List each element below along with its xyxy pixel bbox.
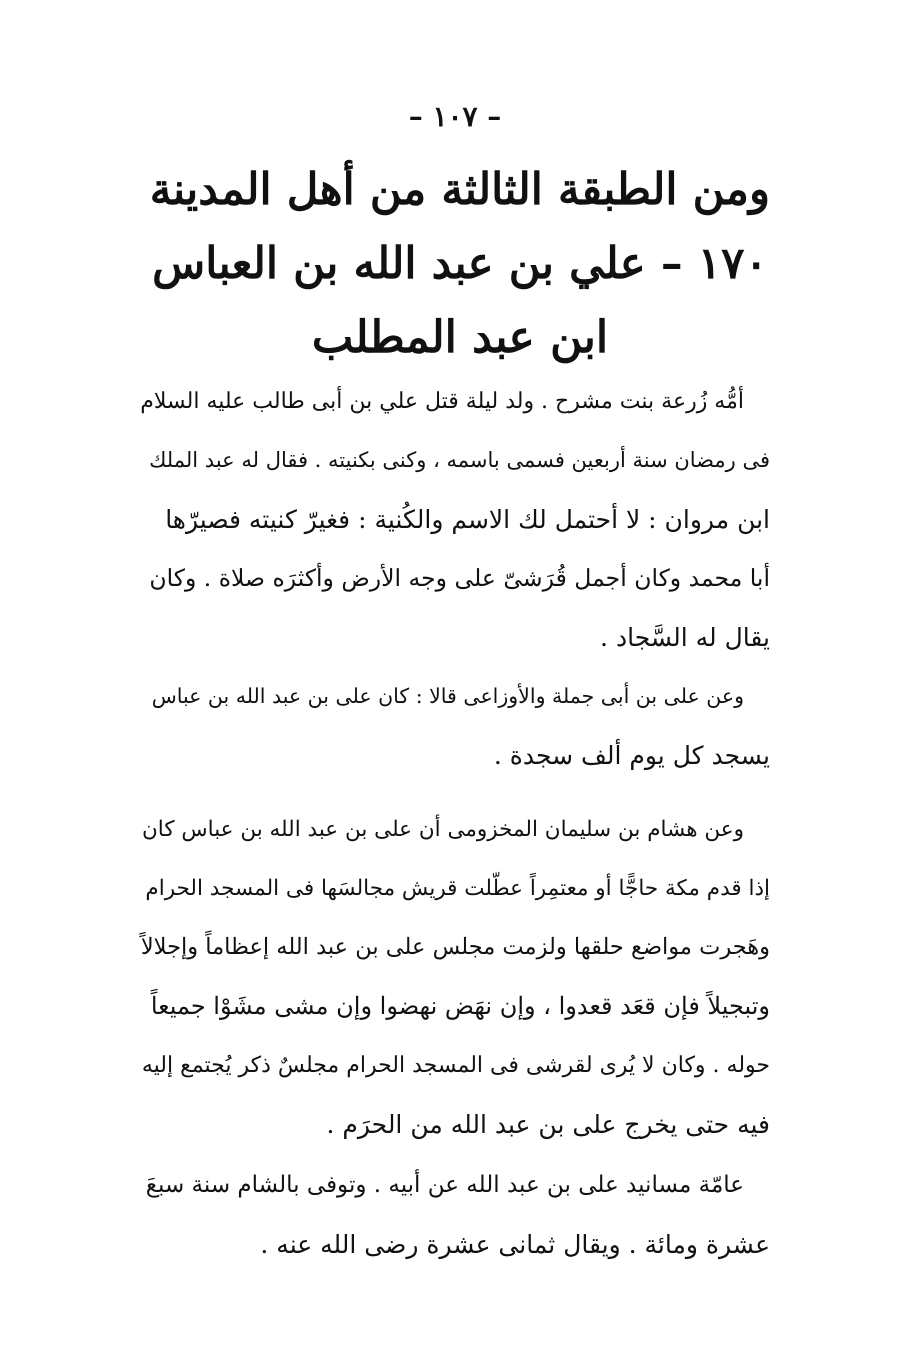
text-line: ابن مروان : لا أحتمل لك الاسم والكُنية : فغيرّ كنيته فصيرّها: [165, 505, 770, 534]
paragraph-biography: [140, 372, 770, 667]
page-number: – ١٠٧ –: [408, 100, 502, 133]
text-line: وعن هشام بن سليمان المخزومى أن على بن عبد الله بن عباس كان: [141, 817, 744, 842]
entry-title: ١٧٠ – علي بن عبد الله بن العباس: [152, 238, 768, 289]
text-line: إذا قدم مكة حاجًّا أو معتمِراً عطّلت قريش مجالسَها فى المسجد الحرام: [145, 876, 770, 901]
text-line: حوله . وكان لا يُرى لقرشى فى المسجد الحرام مجلسٌ ذكر يُجتمع إليه: [141, 1053, 770, 1078]
entry-title-continuation: ابن عبد المطلب: [311, 312, 609, 363]
text-line: فى رمضان سنة أربعين فسمى باسمه ، وكنى بكنيته . فقال له عبد الملك: [149, 448, 770, 472]
paragraph-hisham-report: [140, 800, 770, 1154]
text-line: أمُّه زُرعة بنت مشرح . ولد ليلة قتل علي بن أبى طالب عليه السلام: [140, 389, 744, 414]
text-line: فيه حتى يخرج على بن عبد الله من الحرَم .: [326, 1110, 770, 1139]
paragraph-prostration: [140, 667, 770, 785]
text-line: وعن على بن أبى جملة والأوزاعى قالا : كان على بن عبد الله بن عباس: [151, 684, 744, 708]
text-line: يقال له السَّجاد .: [600, 623, 770, 652]
text-line: يسجد كل يوم ألف سجدة .: [493, 741, 770, 770]
text-line: عامّة مسانيد على بن عبد الله عن أبيه . وتوفى بالشام سنة سبعَ: [145, 1172, 744, 1198]
paragraph-death: [140, 1156, 770, 1274]
section-heading: ومن الطبقة الثالثة من أهل المدينة: [149, 164, 770, 215]
text-line: وتبجيلاً فإن قعَد قعدوا ، وإن نهَض نهضوا وإن مشى مشَوْا جميعاً: [150, 992, 770, 1020]
text-line: أبا محمد وكان أجمل قُرَشىّ على وجه الأرض وأكثرَه صلاة . وكان: [149, 564, 770, 592]
text-line: عشرة ومائة . ويقال ثمانى عشرة رضى الله عنه .: [260, 1230, 770, 1259]
text-line: وهَجرت مواضع حلقها ولزمت مجلس على بن عبد الله إعظاماً وإجلالاً: [140, 934, 770, 960]
